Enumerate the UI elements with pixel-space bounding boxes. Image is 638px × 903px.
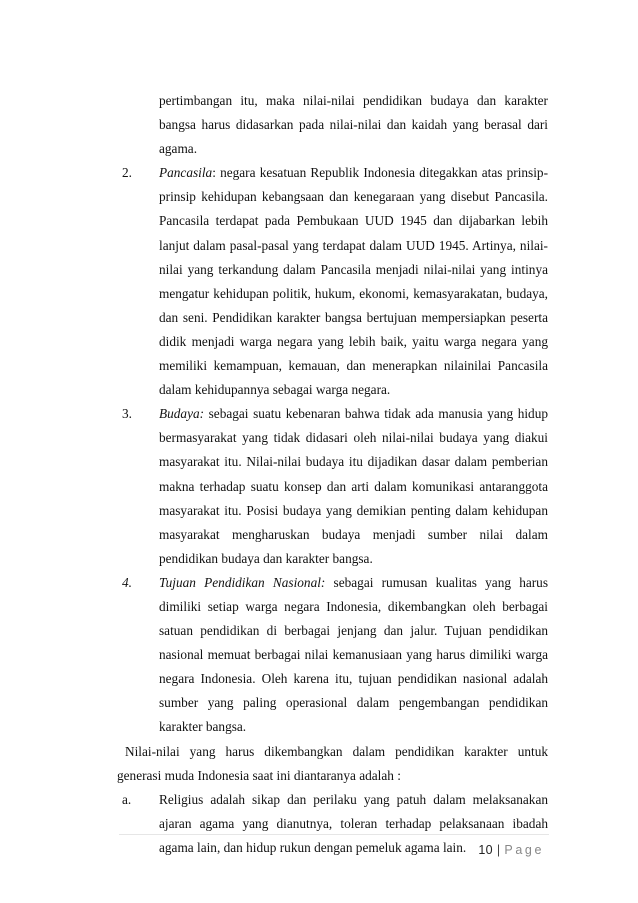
term-budaya: Budaya: xyxy=(159,406,205,422)
page-body xyxy=(117,89,548,860)
list-item-tujuan xyxy=(117,571,548,740)
page-footer xyxy=(478,838,544,862)
list-letter: a. xyxy=(122,791,132,807)
term-tujuan: Tujuan Pendidikan Nasional: xyxy=(159,574,326,590)
item-text: Religius adalah sikap dan perilaku yang patuh dalam melaksanakan ajaran agama yang dianutnya, toleran terhadap pelaksanaan ibadah agama lain, dan hidup rukun dengan pemeluk agama lain. xyxy=(159,791,548,855)
list-number: 2. xyxy=(122,165,132,181)
item-text: sebagai rumusan kualitas yang harus dimiliki setiap warga negara Indonesia, dikembangkan oleh berbagai satuan pendidikan di berbagai jenjang dan jalur. Tujuan pendidikan nasional memuat berbagai nilai kemanusiaan yang harus dimiliki warga negara Indonesia. Oleh karena itu, tujuan pendidikan nasional adalah sumber yang paling operasional dalam pengembangan pendidikan karakter bangsa. xyxy=(159,574,549,735)
list-item-pancasila xyxy=(117,161,548,402)
body-paragraph: Nilai-nilai yang harus dikembangkan dalam pendidikan karakter untuk generasi muda Indonesia saat ini diantaranya adalah : xyxy=(117,743,548,783)
footer-separator: | xyxy=(496,843,501,857)
item-text: sebagai suatu kebenaran bahwa tidak ada manusia yang hidup bermasyarakat yang tidak didasari oleh nilai-nilai budaya yang diakui masyarakat itu. Nilai-nilai budaya itu dijadikan dasar dalam pemberian makna terhadap suatu konsep dan arti dalam komunikasi antaranggota masyarakat itu. Posisi budaya yang demikian penting dalam kehidupan masyarakat mengharuskan budaya menjadi sumber nilai dalam pendidikan budaya dan karakter bangsa. xyxy=(159,406,548,566)
footer-divider xyxy=(119,834,549,835)
item-text: : negara kesatuan Republik Indonesia ditegakkan atas prinsip-prinsip kehidupan kebangsaan dan kenegaraan yang disebut Pancasila. Pancasila terdapat pada Pembukaan UUD 1945 dan dijabarkan lebih lanjut dalam pasal-pasal yang terdapat dalam UUD 1945. Artinya, nilai-nilai yang terkandung dalam Pancasila menjadi nilai-nilai yang intinya mengatur kehidupan politik, hukum, ekonomi, kemasyarakatan, budaya, dan seni. Pendidikan karakter bangsa bertujuan mempersiapkan peserta didik menjadi warga negara yang lebih baik, yaitu warga negara yang memiliki kemampuan, kemauan, dan menerapkan nilainilai Pancasila dalam kehidupannya sebagai warga negara. xyxy=(159,165,548,398)
list-number: 4. xyxy=(122,574,132,590)
intro-continuation: pertimbangan itu, maka nilai-nilai pendidikan budaya dan karakter bangsa harus didasarkan pada nilai-nilai dan kaidah yang berasal dari agama. xyxy=(159,93,548,157)
term-pancasila: Pancasila xyxy=(159,165,213,181)
page-number: 10 xyxy=(478,843,493,857)
list-number: 3. xyxy=(122,406,132,422)
list-item-budaya xyxy=(117,402,548,571)
page-label: Page xyxy=(504,843,544,857)
